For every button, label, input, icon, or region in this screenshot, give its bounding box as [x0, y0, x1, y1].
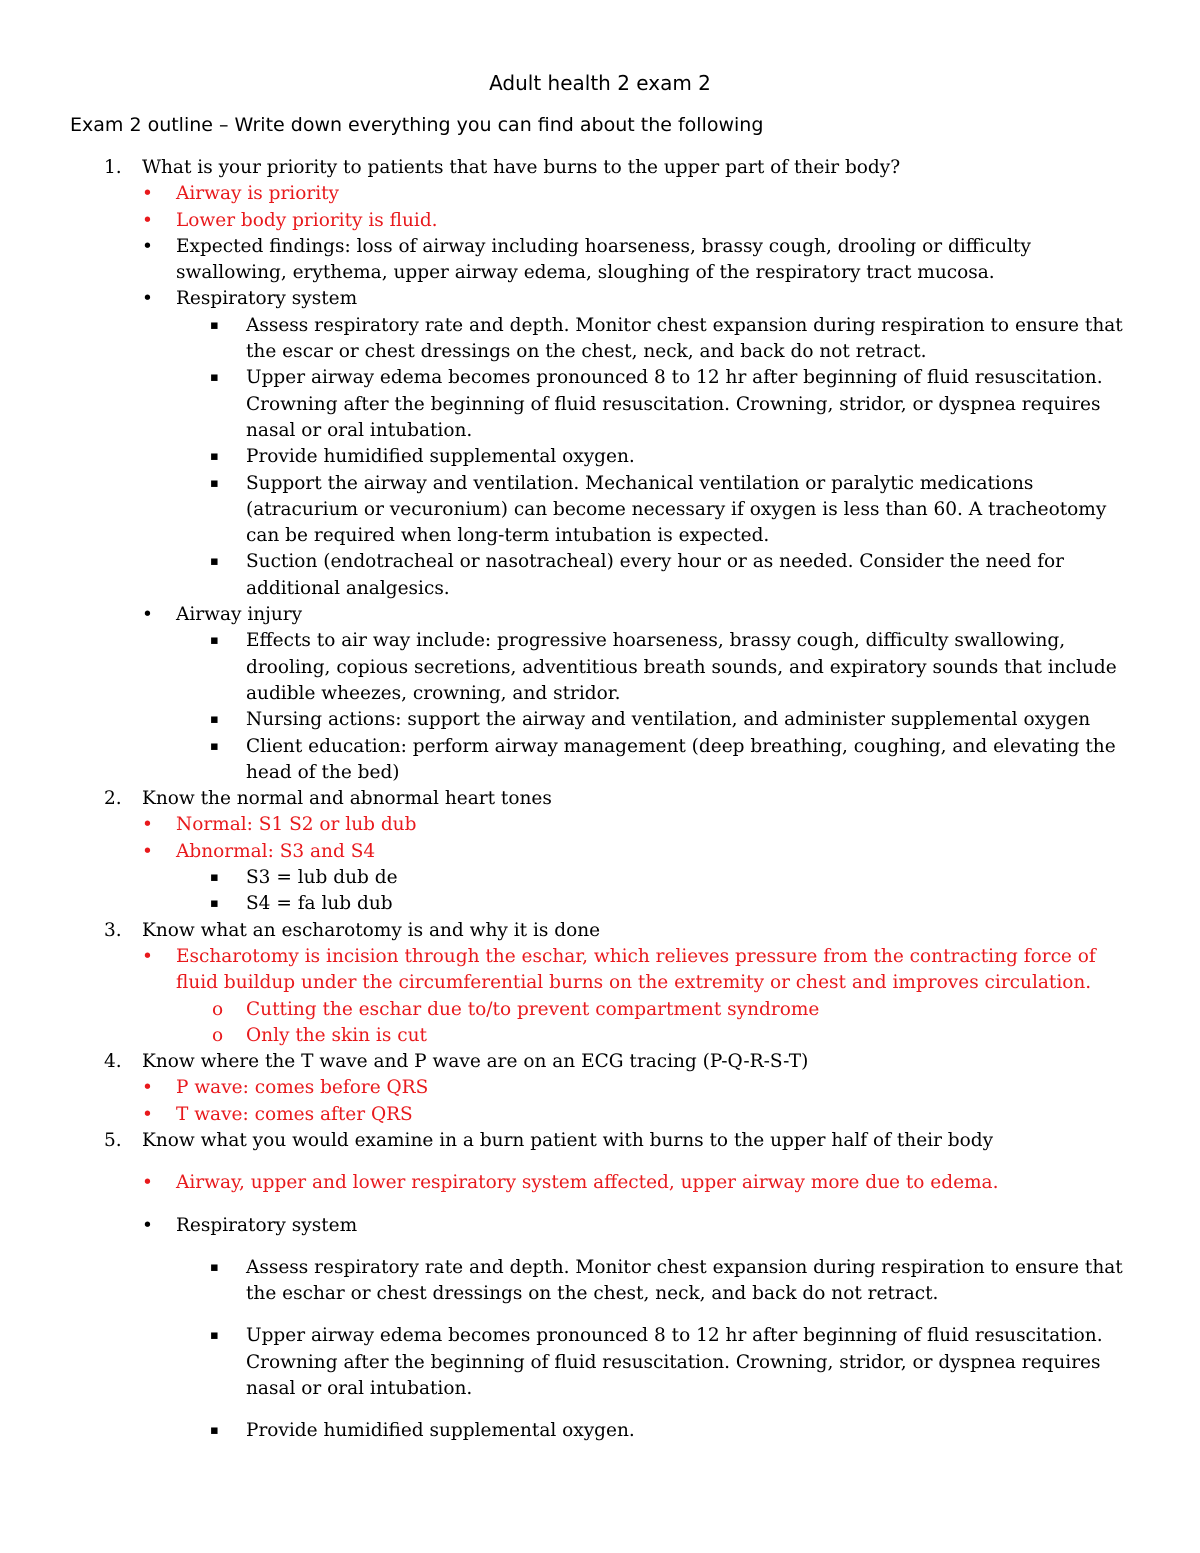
square-marker: ▪: [210, 896, 219, 912]
sub-bullet-item: o Cutting the eschar due to/to prevent compartment syndrome: [0, 997, 1136, 1023]
sub-bullet-item: ▪ Upper airway edema becomes pronounced 8 to 12 hr after beginning of fluid resuscitation. Crowning after the beginning of fluid resuscitation. Crowning, stridor, or dyspnea requires nasal or oral intubation.: [210, 1325, 1103, 1400]
bullet-marker: •: [142, 1214, 153, 1236]
square-marker: ▪: [210, 317, 219, 333]
bullet-marker: •: [142, 604, 153, 626]
sub-bullet-item: ▪ Provide humidified supplemental oxygen.: [0, 444, 1136, 470]
bullet-item: • Expected findings: loss of airway including hoarseness, brassy cough, drooling or difficulty swallowing, erythema, upper airway edema, sloughing of the respiratory tract mucosa.: [142, 235, 1031, 284]
circle-marker: o: [212, 998, 224, 1020]
circle-marker: o: [212, 1024, 224, 1046]
bullet-marker: •: [142, 1077, 153, 1099]
sub-bullet-item: ▪ Client education: perform airway management (deep breathing, coughing, and elevating the head of the bed): [210, 735, 1116, 783]
sub-bullet-item: ▪ S4 = fa lub dub: [0, 891, 1136, 917]
bullet-item: • Escharotomy is incision through the eschar, which relieves pressure from the contracting force of fluid buildup under the circumferential burns on the extremity or chest and improves circulation.: [142, 945, 1096, 994]
item-text: Know what you would examine in a burn patient with burns to the upper half of their body: [142, 1129, 994, 1151]
square-marker: ▪: [210, 633, 219, 649]
square-marker: ▪: [210, 738, 219, 754]
sub-bullet-item: ▪ S3 = lub dub de: [0, 865, 1136, 891]
bullet-marker: •: [142, 288, 153, 310]
square-marker: ▪: [210, 554, 219, 570]
item-text: Know where the T wave and P wave are on an ECG tracing (P-Q-R-S-T): [142, 1051, 809, 1073]
bullet-item: • Normal: S1 S2 or lub dub: [0, 812, 1136, 838]
bullet-marker: •: [142, 235, 153, 257]
sub-bullet-item: ▪ Nursing actions: support the airway and ventilation, and administer supplemental oxygen: [0, 707, 1136, 733]
sub-bullet-item: o Only the skin is cut: [0, 1023, 1136, 1049]
bullet-marker: •: [142, 814, 153, 836]
bullet-item: • Airway, upper and lower respiratory system affected, upper airway more due to edema.: [0, 1170, 1136, 1196]
square-marker: ▪: [210, 1259, 219, 1275]
bullet-item: • Respiratory system: [0, 286, 1136, 312]
square-marker: ▪: [210, 712, 219, 728]
sub-bullet-item: ▪ Provide humidified supplemental oxygen.: [0, 1418, 1136, 1444]
square-marker: ▪: [210, 1328, 219, 1344]
bullet-item: • Abnormal: S3 and S4: [0, 839, 1136, 865]
bullet-marker: •: [142, 945, 153, 967]
item-text: Know the normal and abnormal heart tones: [142, 788, 552, 810]
bullet-item: • Airway injury: [0, 602, 1136, 628]
bullet-marker: •: [142, 840, 153, 862]
item-number: 4.: [104, 1051, 122, 1073]
page-subtitle: Exam 2 outline – Write down everything you can find about the following: [70, 114, 764, 136]
sub-bullet-item: ▪ Support the airway and ventilation. Mechanical ventilation or paralytic medications (atracurium or vecuronium) can become necessary if oxygen is less than 60. A tracheotomy can be required when long-term intubation is expected.: [210, 472, 1107, 547]
outline-item-4: [0, 1049, 1142, 1075]
square-marker: ▪: [210, 870, 219, 886]
item-number: 2.: [104, 788, 122, 810]
outline-item-2: [0, 786, 1142, 812]
square-marker: ▪: [210, 449, 219, 465]
bullet-item: • Lower body priority is fluid.: [0, 208, 1136, 234]
sub-bullet-item: ▪ Assess respiratory rate and depth. Monitor chest expansion during respiration to ensure that the escar or chest dressings on the chest, neck, and back do not retract.: [210, 314, 1123, 363]
bullet-item: • Airway is priority: [0, 181, 1136, 207]
bullet-item: • Respiratory system: [0, 1213, 1136, 1239]
sub-bullet-item: ▪ Upper airway edema becomes pronounced 8 to 12 hr after beginning of fluid resuscitation. Crowning after the beginning of fluid resuscitation. Crowning, stridor, or dyspnea requires nasal or oral intubation.: [210, 367, 1103, 441]
outline-item-5: [0, 1128, 1142, 1154]
square-marker: ▪: [210, 370, 219, 386]
square-marker: ▪: [210, 475, 219, 491]
item-text: Know what an escharotomy is and why it is done: [142, 919, 601, 941]
bullet-marker: •: [142, 1103, 153, 1125]
bullet-marker: •: [142, 1172, 153, 1194]
sub-bullet-item: ▪ Effects to air way include: progressive hoarseness, brassy cough, difficulty swallowing, drooling, copious secretions, adventitious breath sounds, and expiratory sounds that include audible wheezes, crowning, and stridor.: [210, 630, 1117, 704]
item-number: 5.: [104, 1129, 122, 1151]
bullet-marker: •: [142, 183, 153, 205]
bullet-item: • P wave: comes before QRS: [0, 1075, 1136, 1101]
outline-item-1: [0, 155, 1142, 181]
square-marker: ▪: [210, 1423, 219, 1439]
outline-item-3: [0, 918, 1142, 944]
bullet-item: • T wave: comes after QRS: [0, 1102, 1136, 1128]
bullet-marker: •: [142, 209, 153, 231]
item-number: 1.: [104, 157, 122, 178]
sub-bullet-item: ▪ Assess respiratory rate and depth. Monitor chest expansion during respiration to ensure that the eschar or chest dressings on the chest, neck, and back do not retract.: [210, 1256, 1123, 1305]
sub-bullet-item: ▪ Suction (endotracheal or nasotracheal) every hour or as needed. Consider the need for additional analgesics.: [210, 551, 1065, 599]
item-text: What is your priority to patients that have burns to the upper part of their body?: [142, 157, 901, 178]
outline-body: [0, 155, 1200, 1445]
item-number: 3.: [104, 919, 122, 941]
page-title: Adult health 2 exam 2: [489, 71, 711, 95]
